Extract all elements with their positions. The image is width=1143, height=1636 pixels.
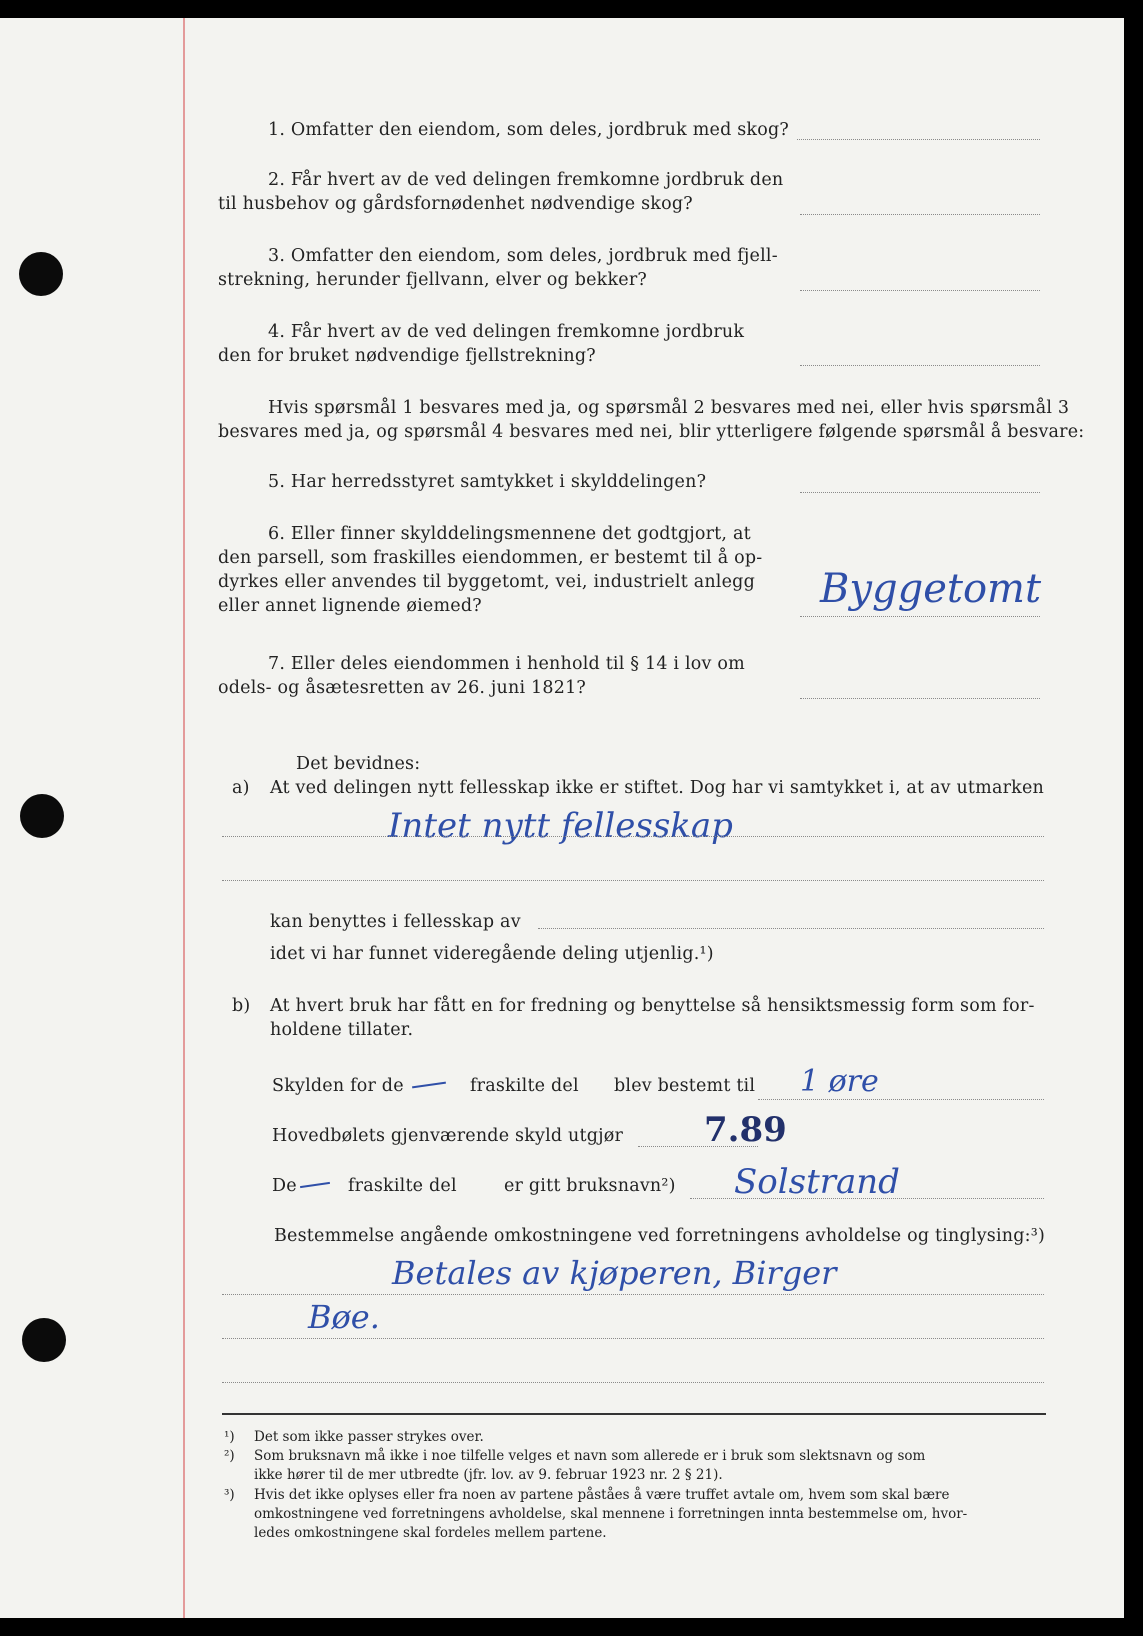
footnote-2-mark: ²)	[224, 1448, 235, 1464]
certification-intro: Det bevidnes:	[296, 754, 421, 774]
skylden-label-c: blev bestemt til	[614, 1076, 756, 1096]
bestemmelse-line-3[interactable]	[222, 1382, 1044, 1383]
skylden-label-b: fraskilte del	[470, 1076, 579, 1096]
condition-line1: Hvis spørsmål 1 besvares med ja, og spørsmål 2 besvares med nei, eller hvis spørsmål 3	[268, 398, 1070, 418]
item-b-text-line1: At hvert bruk har fått en for fredning og benyttelse så hensiktsmessig form som for-	[270, 996, 1035, 1016]
answer-line-1[interactable]	[797, 139, 1040, 140]
strike-mark	[300, 1182, 330, 1188]
kan-benyttes-line[interactable]	[538, 928, 1044, 929]
condition-line2: besvares med ja, og spørsmål 4 besvares med nei, blir ytterligere følgende spørsmål å besvare:	[218, 422, 1085, 442]
question-6-line3: dyrkes eller anvendes til byggetomt, vei, industrielt anlegg	[218, 572, 755, 592]
question-3-line2: strekning, herunder fjellvann, elver og bekker?	[218, 270, 647, 290]
footnote-3-line3: ledes omkostningene skal fordeles mellem partene.	[254, 1525, 607, 1541]
answer-line-2[interactable]	[800, 214, 1040, 215]
question-1: 1. Omfatter den eiendom, som deles, jordbruk med skog?	[268, 120, 789, 140]
question-6-line2: den parsell, som fraskilles eiendommen, er bestemt til å op-	[218, 548, 763, 568]
answer-line-6[interactable]	[800, 616, 1040, 617]
item-a-text: At ved delingen nytt fellesskap ikke er stiftet. Dog har vi samtykket i, at av utmarken	[270, 778, 1044, 798]
question-2-line2: til husbehov og gårdsfornødenhet nødvendige skog?	[218, 194, 693, 214]
item-b-text-line2: holdene tillater.	[270, 1020, 414, 1040]
answer-line-4[interactable]	[800, 365, 1040, 366]
footnote-rule	[222, 1413, 1046, 1415]
question-7-line1: 7. Eller deles eiendommen i henhold til § 14 i lov om	[268, 654, 745, 674]
footnote-3-line1: Hvis det ikke oplyses eller fra noen av partene påståes å være truffet avtale om, hvem som skal bære	[254, 1487, 950, 1503]
punch-hole	[20, 794, 64, 838]
question-2-line1: 2. Får hvert av de ved delingen fremkomne jordbruk den	[268, 170, 784, 190]
footnote-3-mark: ³)	[224, 1487, 235, 1503]
bruksnavn-value: Solstrand	[734, 1162, 900, 1202]
utmark-line-2[interactable]	[222, 880, 1044, 881]
skylden-line[interactable]	[758, 1099, 1044, 1100]
kan-benyttes-label: kan benyttes i fellesskap av	[270, 912, 521, 932]
hovedbolet-label: Hovedbølets gjenværende skyld utgjør	[272, 1126, 624, 1146]
margin-rule	[183, 18, 185, 1618]
question-4-line2: den for bruket nødvendige fjellstrekning?	[218, 346, 596, 366]
bestemmelse-value-1: Betales av kjøperen, Birger	[392, 1254, 837, 1292]
footnote-3-line2: omkostningene ved forretningens avholdelse, skal mennene i forretningen innta bestemmelse om, hvor-	[254, 1506, 968, 1522]
answer-line-3[interactable]	[800, 290, 1040, 291]
footnote-2-line2: ikke hører til de mer utbredte (jfr. lov. av 9. februar 1923 nr. 2 § 21).	[254, 1467, 723, 1483]
question-4-line1: 4. Får hvert av de ved delingen fremkomne jordbruk	[268, 322, 745, 342]
bestemmelse-line-2[interactable]	[222, 1338, 1044, 1339]
answer-line-7[interactable]	[800, 698, 1040, 699]
punch-hole	[22, 1318, 66, 1362]
question-7-line2: odels- og åsætesretten av 26. juni 1821?	[218, 678, 586, 698]
footnote-2-line1: Som bruksnavn må ikke i noe tilfelle velges et navn som allerede er i bruk som slektsnavn og som	[254, 1448, 926, 1464]
utmark-line-1[interactable]	[222, 836, 1044, 837]
skylden-label-a: Skylden for de	[272, 1076, 404, 1096]
strike-mark	[412, 1082, 446, 1089]
bruksnavn-label-a: De	[272, 1176, 297, 1196]
bruksnavn-label-c: er gitt bruksnavn²)	[504, 1176, 676, 1196]
bestemmelse-value-2: Bøe.	[308, 1298, 380, 1336]
idet-text: idet vi har funnet videregående deling utjenlig.¹)	[270, 944, 714, 964]
skylden-value: 1 øre	[800, 1064, 879, 1099]
question-6-line1: 6. Eller finner skylddelingsmennene det godtgjort, at	[268, 524, 751, 544]
question-5: 5. Har herredsstyret samtykket i skylddelingen?	[268, 472, 707, 492]
footnote-1-mark: ¹)	[224, 1429, 235, 1445]
handwritten-fellesskap: Intet nytt fellesskap	[388, 806, 733, 846]
bestemmelse-line-1[interactable]	[222, 1294, 1044, 1295]
document-page	[0, 18, 1124, 1618]
handwritten-answer-6: Byggetomt	[820, 566, 1042, 612]
bruksnavn-label-b: fraskilte del	[348, 1176, 457, 1196]
bestemmelse-label: Bestemmelse angående omkostningene ved forretningens avholdelse og tinglysing:³)	[274, 1226, 1045, 1246]
footnote-1: Det som ikke passer strykes over.	[254, 1429, 484, 1445]
item-b-label: b)	[232, 996, 251, 1016]
question-6-line4: eller annet lignende øiemed?	[218, 596, 482, 616]
question-3-line1: 3. Omfatter den eiendom, som deles, jordbruk med fjell-	[268, 246, 778, 266]
answer-line-5[interactable]	[800, 492, 1040, 493]
punch-hole	[19, 252, 63, 296]
item-a-label: a)	[232, 778, 250, 798]
hovedbolet-value: 7.89	[704, 1110, 787, 1150]
